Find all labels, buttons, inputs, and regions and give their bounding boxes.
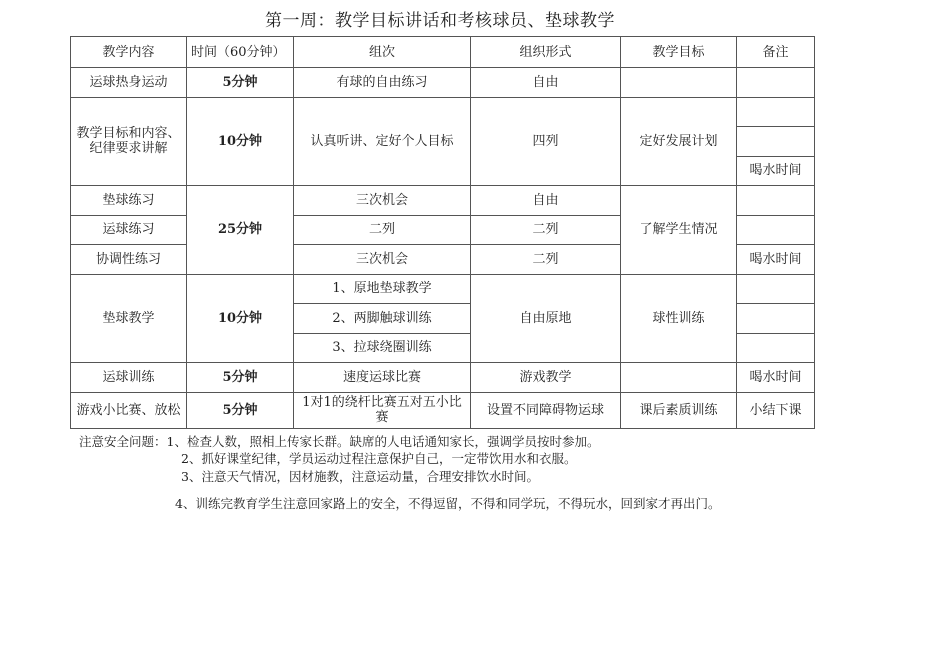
note-cell: 喝水时间	[737, 156, 815, 186]
lesson-plan-table	[70, 36, 815, 429]
note-cell	[737, 304, 815, 334]
goal-cell: 了解学生情况	[621, 186, 737, 275]
form-cell: 二列	[471, 215, 621, 245]
note-cell	[737, 186, 815, 216]
group-cell: 1、原地垫球教学	[294, 274, 471, 304]
table-header-row	[71, 37, 815, 68]
goal-cell	[621, 68, 737, 98]
form-cell: 自由	[471, 68, 621, 98]
goal-cell: 课后素质训练	[621, 392, 737, 428]
header-cell: 组织形式	[471, 37, 621, 68]
goal-cell: 球性训练	[621, 274, 737, 363]
time-cell: 5分钟	[187, 363, 294, 393]
safety-note-4: 4、训练完教育学生注意回家路上的安全，不得逗留，不得和同学玩，不得玩水，回到家才再出门。	[175, 496, 721, 511]
note-cell	[737, 97, 815, 127]
content-cell: 垫球练习	[71, 186, 187, 216]
note-cell: 小结下课	[737, 392, 815, 428]
form-cell: 二列	[471, 245, 621, 275]
header-cell: 教学目标	[621, 37, 737, 68]
safety-note-3: 3、注意天气情况，因材施教，注意运动量，合理安排饮水时间。	[181, 469, 539, 484]
table-row	[71, 186, 815, 216]
group-cell: 有球的自由练习	[294, 68, 471, 98]
form-cell: 四列	[471, 97, 621, 186]
page-title: 第一周：教学目标讲话和考核球员、垫球教学	[265, 11, 615, 31]
note-cell	[737, 215, 815, 245]
table-row	[71, 274, 815, 304]
header-cell: 教学内容	[71, 37, 187, 68]
header-cell: 时间（60分钟）	[187, 37, 294, 68]
time-cell: 5分钟	[187, 392, 294, 428]
note-cell	[737, 274, 815, 304]
goal-cell	[621, 363, 737, 393]
time-cell: 25分钟	[187, 186, 294, 275]
note-cell	[737, 333, 815, 363]
content-cell: 运球练习	[71, 215, 187, 245]
content-cell: 协调性练习	[71, 245, 187, 275]
safety-note-2: 2、抓好课堂纪律，学员运动过程注意保护自己，一定带饮用水和衣服。	[181, 451, 577, 466]
group-cell: 三次机会	[294, 245, 471, 275]
group-cell: 速度运球比赛	[294, 363, 471, 393]
content-cell: 运球训练	[71, 363, 187, 393]
table-row	[71, 363, 815, 393]
group-cell: 3、拉球绕圈训练	[294, 333, 471, 363]
table-row	[71, 97, 815, 127]
form-cell: 设置不同障碍物运球	[471, 392, 621, 428]
form-cell: 自由原地	[471, 274, 621, 363]
time-cell: 10分钟	[187, 274, 294, 363]
note-cell	[737, 127, 815, 157]
time-cell: 10分钟	[187, 97, 294, 186]
group-cell: 认真听讲、定好个人目标	[294, 97, 471, 186]
form-cell: 游戏教学	[471, 363, 621, 393]
table-row	[71, 68, 815, 98]
table-row	[71, 392, 815, 428]
header-cell: 组次	[294, 37, 471, 68]
group-cell: 2、两脚触球训练	[294, 304, 471, 334]
content-cell: 垫球教学	[71, 274, 187, 363]
time-cell: 5分钟	[187, 68, 294, 98]
safety-note-1: 注意安全问题：1、检查人数，照相上传家长群。缺席的人电话通知家长，强调学员按时参加。	[79, 434, 600, 449]
content-cell: 教学目标和内容、纪律要求讲解	[71, 97, 187, 186]
group-cell: 三次机会	[294, 186, 471, 216]
note-cell	[737, 68, 815, 98]
content-cell: 运球热身运动	[71, 68, 187, 98]
group-cell: 二列	[294, 215, 471, 245]
note-cell: 喝水时间	[737, 245, 815, 275]
content-cell: 游戏小比赛、放松	[71, 392, 187, 428]
form-cell: 自由	[471, 186, 621, 216]
note-cell: 喝水时间	[737, 363, 815, 393]
group-cell: 1对1的绕杆比赛五对五小比赛	[294, 392, 471, 428]
header-cell: 备注	[737, 37, 815, 68]
goal-cell: 定好发展计划	[621, 97, 737, 186]
